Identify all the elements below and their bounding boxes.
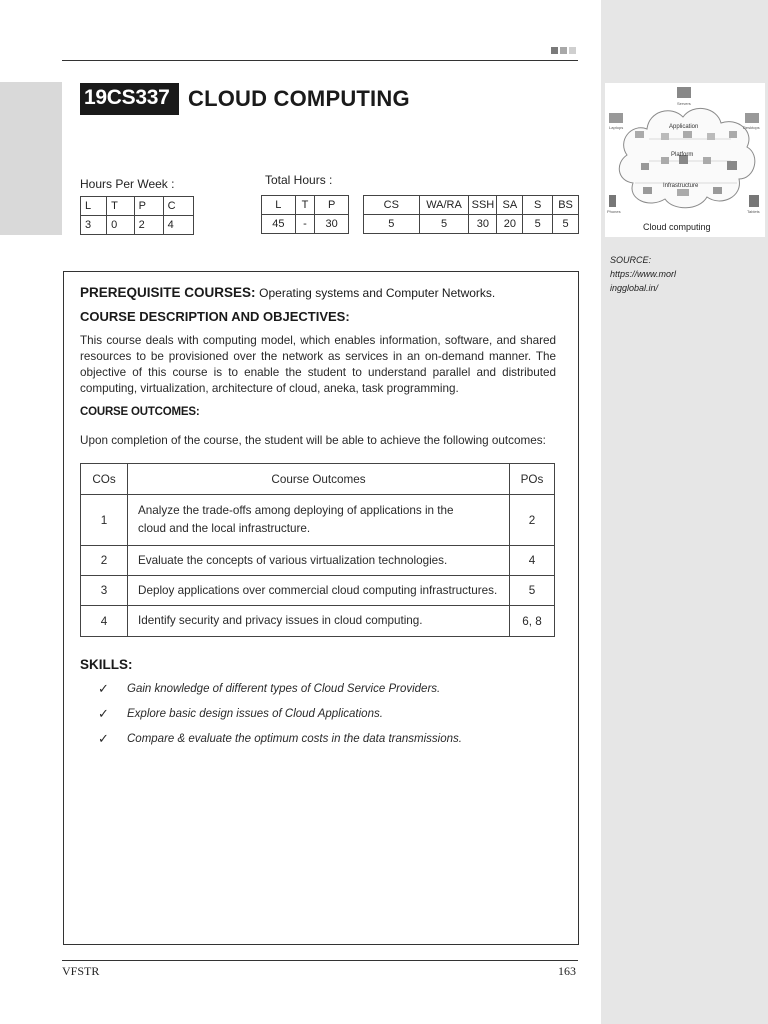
total-hours-table xyxy=(261,195,349,234)
identity-icon xyxy=(661,157,669,164)
page-number: 163 xyxy=(558,964,576,978)
laptop-icon xyxy=(609,113,623,123)
skill-text: Gain knowledge of different types of Cloud Service Providers. xyxy=(127,683,441,695)
skill-item xyxy=(98,681,440,697)
square-icon xyxy=(551,47,558,54)
co-number: 1 xyxy=(81,495,128,546)
footer-publisher: VFSTR xyxy=(62,964,100,978)
monitoring-icon xyxy=(635,131,644,138)
outcomes-heading: COURSE OUTCOMES: xyxy=(80,406,200,418)
th-value: 30 xyxy=(315,215,349,234)
checkmark-icon: ✓ xyxy=(98,681,109,696)
source-url-line2: ingglobal.in/ xyxy=(610,283,659,293)
desktops-label: Desktops xyxy=(743,125,760,130)
block-storage-icon xyxy=(677,189,689,196)
servers-label: Servers xyxy=(677,101,691,106)
oh-header: SA xyxy=(497,196,523,215)
desktop-icon xyxy=(745,113,759,123)
server-icon xyxy=(677,87,691,98)
description-text: This course deals with computing model, which enables information, software, and shared resources to be provisioned over the network as services in an on-demand manner. The objective of this course is to enable the student to understand parallel and distributed computing, virtualization, architecture of cloud, aneka, task programming. xyxy=(80,334,556,395)
oh-header: S xyxy=(523,196,553,215)
hpw-value: 0 xyxy=(107,216,135,235)
phones-label: Phones xyxy=(607,209,621,214)
source-url-line1: https://www.morl xyxy=(610,269,677,279)
network-icon xyxy=(713,187,722,194)
database-icon xyxy=(727,161,737,170)
collaboration-icon xyxy=(683,131,692,138)
column-header-cos: COs xyxy=(81,464,128,495)
oh-value: 5 xyxy=(523,215,553,234)
oh-header: WA/RA xyxy=(419,196,469,215)
th-value: - xyxy=(295,215,315,234)
application-layer-label: Application xyxy=(669,124,699,130)
prerequisite-heading: PREREQUISITE COURSES: xyxy=(80,285,256,300)
infrastructure-layer-label: Infrastructure xyxy=(663,183,699,189)
platform-layer-label: Platform xyxy=(671,152,694,158)
table-row xyxy=(81,546,555,576)
course-code: 19CS337 xyxy=(80,83,179,115)
th-header: L xyxy=(262,196,296,215)
co-outcome: Analyze the trade-offs among deploying of applications in the cloud and the local infrastructure. xyxy=(128,495,510,546)
skill-item xyxy=(98,706,383,722)
figure-caption: Cloud computing xyxy=(643,222,711,232)
skills-heading: SKILLS: xyxy=(80,657,133,672)
cloud-computing-figure xyxy=(605,83,765,237)
co-pos: 5 xyxy=(510,576,555,606)
oh-value: 5 xyxy=(419,215,469,234)
oh-header: BS xyxy=(553,196,579,215)
co-outcome: Deploy applications over commercial cloud computing infrastructures. xyxy=(128,576,510,606)
tablet-icon xyxy=(749,195,759,207)
th-header: T xyxy=(295,196,315,215)
oh-value: 5 xyxy=(553,215,579,234)
oh-value: 30 xyxy=(469,215,497,234)
co-number: 3 xyxy=(81,576,128,606)
square-icon xyxy=(560,47,567,54)
co-pos: 4 xyxy=(510,546,555,576)
prerequisite-section xyxy=(80,285,495,300)
co-pos: 2 xyxy=(510,495,555,546)
co-number: 4 xyxy=(81,606,128,637)
communication-icon xyxy=(707,133,715,140)
cloud-diagram xyxy=(605,83,765,237)
skill-item xyxy=(98,731,462,747)
hours-per-week-table xyxy=(80,196,194,235)
total-hours-label: Total Hours : xyxy=(265,173,333,187)
skill-text: Explore basic design issues of Cloud Applications. xyxy=(127,708,383,720)
square-icon xyxy=(569,47,576,54)
queue-icon xyxy=(703,157,711,164)
course-title: CLOUD COMPUTING xyxy=(188,86,410,111)
footer-rule xyxy=(62,960,578,961)
hpw-header: C xyxy=(163,197,193,216)
figure-source xyxy=(610,253,676,295)
left-tab-marker xyxy=(0,82,62,235)
hours-per-week-label: Hours Per Week : xyxy=(80,177,175,191)
hpw-header: T xyxy=(107,197,135,216)
phone-icon xyxy=(609,195,616,207)
th-value: 45 xyxy=(262,215,296,234)
header-rule xyxy=(62,60,578,61)
table-row xyxy=(81,576,555,606)
oh-header: SSH xyxy=(469,196,497,215)
object-storage-icon xyxy=(641,163,649,170)
compute-icon xyxy=(643,187,652,194)
hpw-value: 3 xyxy=(81,216,107,235)
header-squares xyxy=(551,47,576,54)
other-hours-table xyxy=(363,195,579,234)
hpw-header: P xyxy=(134,197,163,216)
co-number: 2 xyxy=(81,546,128,576)
checkmark-icon: ✓ xyxy=(98,731,109,746)
outcomes-intro: Upon completion of the course, the student will be able to achieve the following outcomes: xyxy=(80,434,546,447)
co-outcome: Evaluate the concepts of various virtualization technologies. xyxy=(128,546,510,576)
column-header-outcomes: Course Outcomes xyxy=(128,464,510,495)
tablets-label: Tablets xyxy=(747,209,760,214)
course-outcomes-table xyxy=(80,463,555,637)
checkmark-icon: ✓ xyxy=(98,706,109,721)
co-pos: 6, 8 xyxy=(510,606,555,637)
description-heading: COURSE DESCRIPTION AND OBJECTIVES: xyxy=(80,309,350,324)
laptops-label: Laptops xyxy=(609,125,624,130)
oh-value: 5 xyxy=(364,215,420,234)
oh-header: CS xyxy=(364,196,420,215)
content-icon xyxy=(661,133,669,140)
column-header-pos: POs xyxy=(510,464,555,495)
source-label: SOURCE: xyxy=(610,255,652,265)
table-row xyxy=(81,495,555,546)
table-row xyxy=(81,606,555,637)
oh-value: 20 xyxy=(497,215,523,234)
finance-icon xyxy=(729,131,737,138)
co-outcome: Identify security and privacy issues in cloud computing. xyxy=(128,606,510,637)
skill-text: Compare & evaluate the optimum costs in the data transmissions. xyxy=(127,733,462,745)
th-header: P xyxy=(315,196,349,215)
hpw-value: 4 xyxy=(163,216,193,235)
prerequisite-text: Operating systems and Computer Networks. xyxy=(259,286,496,300)
hpw-value: 2 xyxy=(134,216,163,235)
hpw-header: L xyxy=(81,197,107,216)
